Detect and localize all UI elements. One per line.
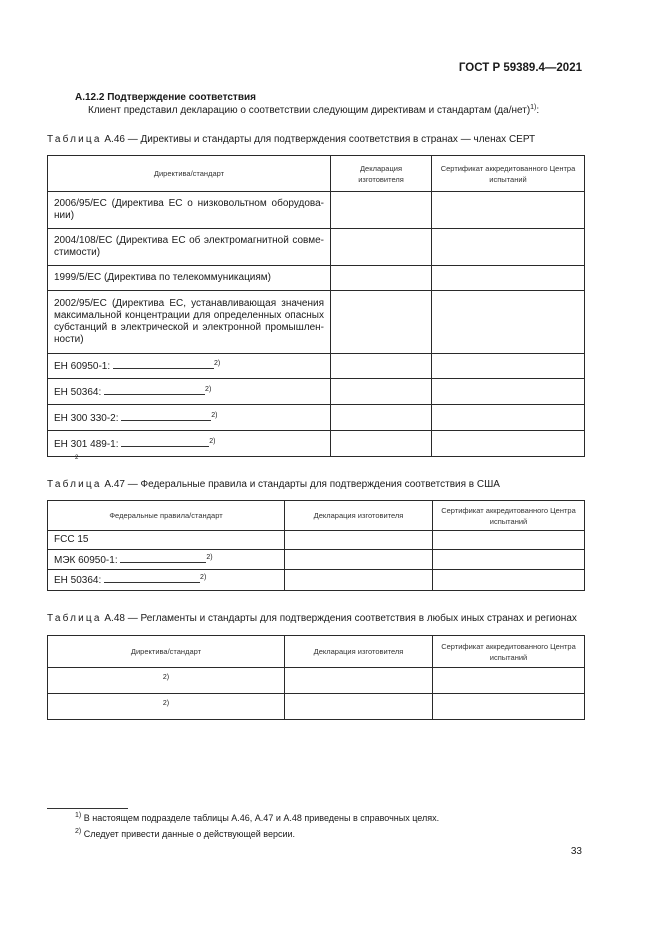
blank-field: [121, 411, 211, 421]
table-row: [48, 192, 585, 229]
standard-cell: [48, 431, 331, 457]
standard-label: МЭК 60950-1:: [54, 554, 118, 566]
table-caption-a47: [47, 479, 500, 490]
header-cell: Сертификат аккредитованного Центра испытаний: [433, 636, 585, 668]
caption-prefix: Таблица: [47, 613, 102, 624]
standard-label: ЕН 300 330-2:: [54, 412, 119, 424]
certificate-cell[interactable]: [433, 531, 585, 550]
table-row: [48, 531, 585, 550]
table-row: [48, 354, 585, 379]
blank-field: [104, 573, 200, 583]
standard-cell: [48, 570, 285, 591]
table-header-row: [48, 636, 585, 668]
standard-cell: [48, 531, 285, 550]
declaration-cell[interactable]: [331, 379, 432, 405]
standard-cell: [48, 405, 331, 431]
table-row: [48, 694, 585, 720]
header-cell: Федеральные правила/стандарт: [48, 501, 285, 531]
footnote-2: [75, 829, 295, 839]
certificate-cell[interactable]: [432, 229, 585, 266]
standard-label: FCC 15: [54, 534, 89, 545]
table-row: [48, 266, 585, 291]
standard-label: ЕН 50364:: [54, 386, 102, 398]
section-intro: [88, 105, 539, 116]
blank-field: [104, 385, 205, 395]
caption-text: А.46 — Директивы и стандарты для подтверждения соответствия в странах — членах СЕРТ: [104, 134, 536, 145]
header-cell: Декларация изготовителя: [331, 156, 432, 192]
footnote-text: В настоящем подразделе таблицы А.46, А.47 и А.48 приведены в справочных целях.: [83, 813, 440, 823]
table-row: [48, 379, 585, 405]
table-row: [48, 668, 585, 694]
caption-prefix: Таблица: [47, 479, 102, 490]
header-cell: Сертификат аккредитованного Центра испытаний: [432, 156, 585, 192]
certificate-cell[interactable]: [432, 192, 585, 229]
declaration-cell[interactable]: [285, 668, 433, 694]
table-header-row: [48, 501, 585, 531]
certificate-cell[interactable]: [432, 266, 585, 291]
footnote-ref: 1): [530, 104, 537, 111]
certificate-cell[interactable]: [432, 405, 585, 431]
certificate-cell[interactable]: [433, 570, 585, 591]
table-row: [48, 291, 585, 354]
declaration-cell[interactable]: [331, 431, 432, 457]
declaration-cell[interactable]: [285, 531, 433, 550]
footnote-mark: 1): [75, 812, 82, 819]
declaration-cell[interactable]: [331, 405, 432, 431]
directive-cell: 1999/5/ЕС (Директива по телекоммуникациям): [48, 266, 331, 291]
table-row: [48, 550, 585, 570]
directive-cell: 2006/95/ЕС (Директива ЕС о низковольтном оборудова-нии): [48, 192, 331, 229]
standard-cell: [48, 668, 285, 694]
table-row: [48, 405, 585, 431]
declaration-cell[interactable]: [331, 354, 432, 379]
footnote-ref: 2): [213, 360, 221, 367]
table-row: [48, 229, 585, 266]
footnote-ref: 2): [200, 574, 207, 581]
declaration-cell[interactable]: [285, 550, 433, 570]
table-a46: [47, 155, 585, 457]
table-caption-a48: [47, 613, 577, 624]
header-cell: Декларация изготовителя: [285, 636, 433, 668]
footnote-ref: 2): [205, 385, 212, 393]
header-cell: Директива/стандарт: [48, 636, 285, 668]
table-caption-a46: [47, 134, 535, 145]
standard-label: ЕН 301 489-1:: [54, 438, 119, 450]
stray-mark: 2: [75, 455, 79, 461]
page-number: 33: [570, 846, 582, 857]
header-cell: Директива/стандарт: [48, 156, 331, 192]
certificate-cell[interactable]: [433, 694, 585, 720]
document-id: ГОСТ Р 59389.4—2021: [458, 62, 582, 74]
certificate-cell[interactable]: [433, 668, 585, 694]
table-row: [48, 570, 585, 591]
intro-end: :: [536, 105, 540, 116]
table-a47: [47, 500, 585, 591]
standard-cell: [48, 550, 285, 570]
footnote-1: [75, 813, 439, 823]
table-header-row: [48, 156, 585, 192]
declaration-cell[interactable]: [285, 570, 433, 591]
certificate-cell[interactable]: [433, 550, 585, 570]
header-cell: Декларация изготовителя: [285, 501, 433, 531]
standard-label: ЕН 50364:: [54, 575, 102, 586]
caption-prefix: Таблица: [47, 134, 102, 145]
caption-text: А.47 — Федеральные правила и стандарты для подтверждения соответствия в США: [104, 479, 500, 490]
certificate-cell[interactable]: [432, 379, 585, 405]
caption-text: А.48 — Регламенты и стандарты для подтверждения соответствия в любых иных странах и регионах: [104, 613, 577, 624]
standard-cell: [48, 354, 331, 379]
footnote-ref: 2): [209, 437, 216, 445]
certificate-cell[interactable]: [432, 431, 585, 457]
directive-cell: 2002/95/ЕС (Директива ЕС, устанавливающая значения максимальной концентрации для определенных опасных субстанций в электрической и электронной промышлен-ности): [48, 291, 331, 354]
footnote-ref: 2): [206, 553, 213, 561]
declaration-cell[interactable]: [331, 192, 432, 229]
declaration-cell[interactable]: [285, 694, 433, 720]
certificate-cell[interactable]: [432, 354, 585, 379]
standard-label: ЕН 60950-1:: [54, 361, 111, 372]
table-row: [48, 431, 585, 457]
declaration-cell[interactable]: [331, 266, 432, 291]
footnote-separator: [47, 808, 128, 809]
intro-text: Клиент представил декларацию о соответствии следующим директивам и стандартам (да/нет): [88, 105, 531, 116]
footnote-text: Следует привести данные о действующей версии.: [83, 829, 296, 839]
directive-cell: 2004/108/ЕС (Директива ЕС об электромагнитной совме-стимости): [48, 229, 331, 266]
footnote-ref: 2): [211, 411, 218, 419]
declaration-cell[interactable]: [331, 291, 432, 354]
footnote-mark: 2): [75, 828, 82, 835]
standard-cell: [48, 379, 331, 405]
blank-field: [121, 437, 209, 447]
footnote-ref: 2): [162, 699, 170, 707]
blank-field: [120, 553, 206, 563]
blank-field: [113, 359, 214, 369]
footnote-ref: 2): [162, 673, 170, 681]
certificate-cell[interactable]: [432, 291, 585, 354]
standard-cell: [48, 694, 285, 720]
declaration-cell[interactable]: [331, 229, 432, 266]
header-cell: Сертификат аккредитованного Центра испытаний: [433, 501, 585, 531]
table-a48: [47, 635, 585, 720]
section-title: А.12.2 Подтверждение соответствия: [75, 92, 256, 103]
